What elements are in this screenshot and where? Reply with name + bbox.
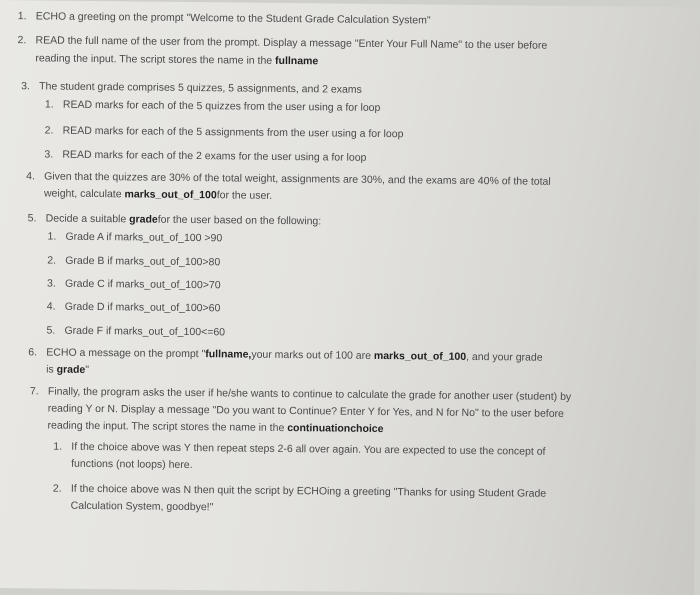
variable-name: grade — [56, 363, 86, 376]
item-number: 2. — [52, 482, 62, 495]
sub-item-7-2-continued — [71, 500, 214, 514]
item-2 — [18, 34, 548, 53]
item-text: reading the input. The script stores the name in the — [35, 52, 276, 67]
item-5 — [28, 212, 322, 228]
sub-item-3-2 — [45, 124, 404, 141]
item-1 — [18, 10, 431, 27]
item-number: 3. — [46, 277, 56, 290]
item-text: for the user. — [216, 189, 273, 202]
sub-item-5-5 — [46, 325, 225, 340]
item-text: for the user based on the following: — [157, 213, 322, 228]
item-text: The student grade comprises 5 quizzes, 5 assignments, and 2 exams — [39, 80, 362, 96]
item-text: ECHO a greeting on the prompt "Welcome to the Student Grade Calculation System" — [35, 10, 431, 27]
item-6-continued — [46, 364, 89, 377]
item-text: Grade D if marks_out_of_100>60 — [64, 300, 221, 315]
sub-item-7-1 — [53, 441, 545, 459]
variable-name: fullname — [275, 54, 319, 68]
item-text: Given that the quizzes are 30% of the total weight, assignments are 30%, and the exams are 40% of the total — [44, 170, 551, 188]
item-text: is — [46, 363, 57, 376]
sub-item-5-3 — [47, 278, 221, 293]
item-4-continued — [44, 187, 272, 202]
item-text: " — [85, 363, 90, 376]
item-text: Grade C if marks_out_of_100>70 — [64, 277, 221, 292]
item-text: Decide a suitable — [45, 212, 130, 226]
item-3 — [21, 80, 362, 97]
item-text: Finally, the program asks the user if he/she wants to continue to calculate the grade for another user (student) by — [47, 385, 572, 404]
sub-item-3-3 — [44, 148, 366, 164]
variable-name: fullname, — [205, 348, 252, 361]
variable-name: marks_out_of_100 — [124, 188, 217, 202]
variable-name: grade — [129, 213, 158, 226]
item-number: 6. — [28, 346, 38, 359]
item-text: Grade F if marks_out_of_100<=60 — [64, 324, 226, 339]
item-7-continued-2 — [47, 420, 383, 437]
item-number: 1. — [47, 230, 57, 243]
sub-item-7-2 — [53, 483, 546, 501]
item-number: 3. — [44, 148, 54, 161]
item-text: reading the input. The script stores the name in the — [47, 419, 288, 435]
item-4 — [26, 170, 551, 188]
item-number: 2. — [44, 124, 54, 137]
item-text: READ the full name of the user from the prompt. Display a message "Enter Your Full Name" to the user before — [35, 34, 548, 52]
sub-item-5-1 — [47, 231, 222, 246]
item-text: weight, calculate — [43, 187, 125, 201]
item-text: Grade B if marks_out_of_100>80 — [65, 254, 221, 269]
item-number: 4. — [26, 170, 35, 183]
item-text: your marks out of 100 are — [251, 348, 374, 362]
item-text: Calculation System, goodbye!" — [70, 499, 214, 514]
item-number: 1. — [44, 98, 54, 111]
item-2-continued — [35, 52, 318, 68]
item-7-continued-1 — [48, 403, 564, 421]
item-number: 7. — [29, 385, 39, 398]
item-text: Grade A if marks_out_of_100 >90 — [65, 230, 223, 245]
item-6 — [28, 346, 542, 364]
variable-name: continuationchoice — [287, 422, 384, 436]
item-7 — [30, 385, 571, 404]
item-text: READ marks for each of the 2 exams for the user using a for loop — [62, 148, 367, 164]
sub-item-3-1 — [45, 98, 381, 115]
item-number: 5. — [46, 324, 56, 337]
item-text: If the choice above was Y then repeat steps 2-6 all over again. You are expected to use the concept of — [71, 440, 546, 458]
item-text: functions (not loops) here. — [71, 457, 193, 472]
item-number: 5. — [27, 212, 37, 225]
item-number: 4. — [46, 300, 56, 313]
item-text: If the choice above was N then quit the script by ECHOing a greeting "Thanks for using Student Grade — [70, 482, 547, 500]
variable-name: marks_out_of_100 — [373, 349, 467, 363]
item-number: 1. — [17, 10, 27, 23]
item-text: , and your grade — [466, 350, 543, 364]
item-number: 1. — [53, 440, 63, 453]
item-text: READ marks for each of the 5 quizzes from the user using a for loop — [62, 98, 381, 114]
sub-item-7-1-continued — [71, 458, 193, 472]
item-number: 3. — [21, 80, 30, 93]
item-text: READ marks for each of the 5 assignments from the user using a for loop — [62, 124, 404, 141]
item-text: reading Y or N. Display a message "Do you want to Continue? Enter Y for Yes, and N for No" to the user before — [47, 402, 564, 420]
item-text: ECHO a message on the prompt " — [46, 346, 206, 361]
item-number: 2. — [47, 254, 57, 267]
item-number: 2. — [17, 34, 27, 47]
sub-item-5-2 — [47, 255, 220, 270]
sub-item-5-4 — [47, 301, 221, 316]
